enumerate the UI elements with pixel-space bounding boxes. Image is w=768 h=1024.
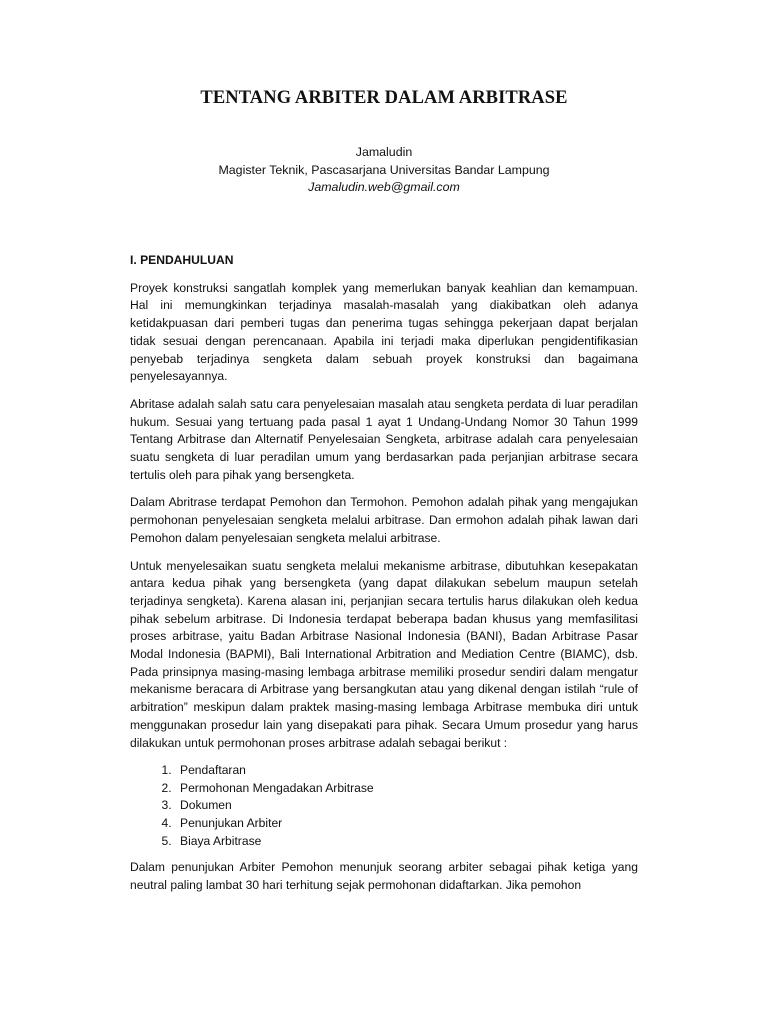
list-item: 2. Permohonan Mengadakan Arbitrase xyxy=(175,780,638,798)
closing-paragraph: Dalam penunjukan Arbiter Pemohon menunjuk seorang arbiter sebagai pihak ketiga yang neutral paling lambat 30 hari terhitung sejak permohonan didaftarkan. Jika pemohon xyxy=(130,860,638,892)
author-affiliation: Magister Teknik, Pascasarjana Universitas Bandar Lampung xyxy=(218,162,550,177)
list-item: 1. Pendaftaran xyxy=(175,762,638,780)
paragraph-1: Proyek konstruksi sangatlah komplek yang memerlukan banyak keahlian dan kemampuan. Hal ini memungkinkan terjadinya masalah-masalah yang diakibatkan oleh adanya ketidakpuasan dari pemberi tugas dan penerima tugas sehingga pekerjaan dapat berjalan tidak sesuai dengan perencanaan. Apabila ini terjadi maka diperlukan pengidentifikasian penyebab terjadinya sengketa dalam sebuah proyek konstruksi dan bagaimana penyelesayannya. xyxy=(130,280,638,384)
paragraph-2: Abritase adalah salah satu cara penyelesaian masalah atau sengketa perdata di luar peradilan hukum. Sesuai yang tertuang pada pasal 1 ayat 1 Undang-Undang Nomor 30 Tahun 1999 Tentang Arbitrase dan Alternatif Penyelesaian Sengketa, arbitrase adalah cara penyelesaian suatu sengketa di luar peradilan umum yang berdasarkan pada perjanjian arbitrase secara tertulis oleh para pihak yang bersengketa. xyxy=(130,396,638,482)
list-item: 4. Penunjukan Arbiter xyxy=(175,815,638,833)
list-item: 3. Dokumen xyxy=(175,797,638,815)
list-item: 5. Biaya Arbitrase xyxy=(175,833,638,851)
procedure-list xyxy=(130,762,638,850)
author-name: Jamaludin xyxy=(355,145,413,159)
paper-body xyxy=(130,252,638,905)
author-block xyxy=(0,144,768,197)
section-heading: I. PENDAHULUAN xyxy=(130,253,234,267)
paragraph-3: Dalam Abritrase terdapat Pemohon dan Termohon. Pemohon adalah pihak yang mengajukan permohonan penyelesaian sengketa melalui arbitrase. Dan ermohon adalah pihak lawan dari Pemohon dalam penyelesaian sengketa melalui arbitrase. xyxy=(130,495,638,545)
paragraph-4: Untuk menyelesaikan suatu sengketa melalui mekanisme arbitrase, dibutuhkan kesepakatan antara kedua pihak yang bersengketa (yang dapat dilakukan sebelum maupun setelah terjadinya sengketa). Karena alasan ini, perjanjian secara tertulis harus dilakukan oleh kedua pihak sebelum arbitrase. Di Indonesia terdapat beberapa badan khusus yang memfasilitasi proses arbitrase, yaitu Badan Arbitrase Nasional Indonesia (BANI), Badan Arbitrase Pasar Modal Indonesia (BAPMI), Bali International Arbitration and Mediation Centre (BIAMC), dsb. Pada prinsipnya masing-masing lembaga arbitrase memiliki prosedur sendiri dalam mengatur mekanisme beracara di Arbitrase yang bersangkutan atau yang dikenal dengan istilah “rule of arbitration” meskipun dalam praktek masing-masing lembaga Arbitrase membuka diri untuk menggunakan prosedur lain yang disepakati para pihak. Secara Umum prosedur yang harus dilakukan untuk permohonan proses arbitrase adalah sebagai berikut : xyxy=(130,558,638,750)
paper-title: TENTANG ARBITER DALAM ARBITRASE xyxy=(200,88,568,108)
author-email: Jamaludin.web@gmail.com xyxy=(308,180,460,194)
